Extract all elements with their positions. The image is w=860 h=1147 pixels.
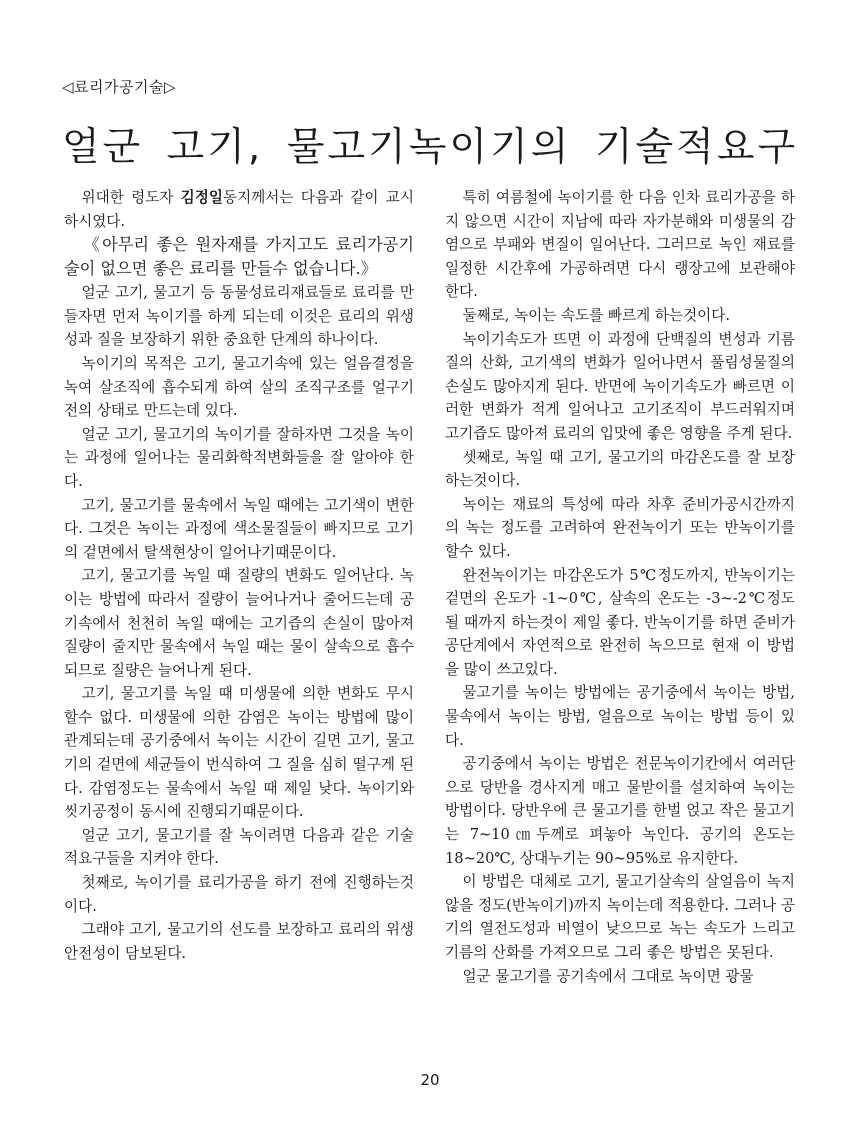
paragraph: 그래야 고기, 물고기의 선도를 보장하고 료리의 위생안전성이 담보된다. — [64, 921, 414, 962]
paragraph: 고기, 물고기를 물속에서 녹일 때에는 고기색이 변한다. 그것은 녹이는 과정에 색소물질들이 빠지므로 고기의 겉면에서 탈색현상이 일어나기때문이다. — [64, 496, 414, 561]
paragraph: 녹이는 재료의 특성에 따라 차후 준비가공시간까지의 녹는 정도를 고려하여 완전녹이기 또는 반녹이기를 할수 있다. — [445, 495, 795, 560]
paragraph: 셋째로, 녹일 때 고기, 물고기의 마감온도를 잘 보장하는것이다. — [445, 448, 795, 490]
paragraph: 완전녹이기는 마감온도가 5℃정도까지, 반녹이기는 겉면의 온도가 -1~0℃, 살속의 온도는 -3~-2℃정도 될 때까지 하는것이 제일 좋다. 반녹이기를 하면 준비가공단계에서 자연적으로 완전히 녹으므로 현재 이 방법을 많이 쓰고있다. — [445, 566, 795, 678]
paragraph: 이 방법은 대체로 고기, 물고기살속의 살얼음이 녹지 않을 정도(반녹이기)까지 녹이는데 적용한다. 그러나 공기의 열전도성과 비열이 낮으므로 녹는 속도가 느리고 기름의 산화를 가져오므로 그리 좋은 방법은 못된다. — [445, 873, 795, 961]
paragraph: 얼군 물고기를 공기속에서 그대로 녹이면 광물 — [462, 967, 754, 985]
paragraph: 공기중에서 녹이는 방법은 전문녹이기칸에서 여러단으로 당반을 경사지게 매고 물받이를 설치하여 녹이는 방법이다. 당반우에 큰 물고기를 한벌 얹고 작은 물고기는 7~10㎝두께로 펴놓아 녹인다. 공기의 온도는 18~20℃, 상대누기는 90~95%로 유지한다. — [445, 755, 795, 867]
page-number: 20 — [420, 1071, 440, 1089]
leader-name: 김정일 — [180, 189, 223, 206]
paragraph — [64, 186, 414, 233]
paragraph: 특히 여름철에 녹이기를 한 다음 인차 료리가공을 하지 않으면 시간이 지남에 따라 자가분해와 미생물의 감염으로 부패와 변질이 일어난다. 그러므로 녹인 재료를 일정한 시간후에 가공하려면 다시 랭장고에 보관해야 한다. — [445, 189, 795, 301]
paragraph: 《아무리 좋은 원자재를 가지고도 료리가공기술이 없으면 좋은 료리를 만들수 없습니다.》 — [64, 235, 414, 279]
left-column — [64, 186, 414, 965]
paragraph: 녹이기속도가 뜨면 이 과정에 단백질의 변성과 기름질의 산화, 고기색의 변화가 일어나면서 풀림성물질의 손실도 많아지게 된다. 반면에 녹이기속도가 빠르면 이러한 변화가 적게 일어나고 고기조직이 부드러워지며 고기즙도 많아져 료리의 입맛에 좋은 영향을 주게 된다. — [445, 330, 795, 442]
paragraph: 녹이기의 목적은 고기, 물고기속에 있는 얼음결정을 녹여 살조직에 흡수되게 하여 살의 조직구조를 얼구기 전의 상태로 만드는데 있다. — [64, 354, 414, 420]
paragraph: 얼군 고기, 물고기를 잘 녹이려면 다음과 같은 기술적요구들을 지켜야 한다. — [64, 826, 414, 868]
paragraph-text: 동지께서는 다음과 같이 교시하시였다. — [64, 189, 414, 230]
paragraph: 얼군 고기, 물고기 등 동물성료리재료들로 료리를 만들자면 먼저 녹이기를 하게 되는데 이것은 료리의 위생성과 질을 보장하기 위한 중요한 단계의 하나이다. — [64, 284, 414, 349]
section-tag: ◁료리가공기술▷ — [62, 78, 177, 96]
article-title: 얼군 고기, 물고기녹이기의 기술적요구 — [61, 125, 799, 170]
paragraph: 첫째로, 녹이기를 료리가공을 하기 전에 진행하는것이다. — [64, 874, 414, 915]
paragraph: 얼군 고기, 물고기의 녹이기를 잘하자면 그것을 녹이는 과정에 일어나는 물리화학적변화들을 잘 알아야 한다. — [64, 425, 414, 490]
right-column — [445, 186, 795, 988]
paragraph-text: 위대한 령도자 — [81, 189, 181, 206]
paragraph: 둘째로, 녹이는 속도를 빠르게 하는것이다. — [462, 306, 731, 324]
paragraph: 물고기를 녹이는 방법에는 공기중에서 녹이는 방법, 물속에서 녹이는 방법, 얼음으로 녹이는 방법 등이 있다. — [445, 684, 795, 749]
paragraph: 고기, 물고기를 녹일 때 질량의 변화도 일어난다. 녹이는 방법에 따라서 질량이 늘어나거나 줄어드는데 공기속에서 천천히 녹일 때에는 고기즙의 손실이 많아져 질량이 줄지만 물속에서 녹일 때는 물이 살속으로 흡수되므로 질량은 늘어나게 된다. — [64, 567, 414, 679]
paragraph: 고기, 물고기를 녹일 때 미생물에 의한 변화도 무시할수 없다. 미생물에 의한 감염은 녹이는 방법에 많이 관계되는데 공기중에서 녹이는 시간이 길면 고기, 물고기의 겉면에 세균들이 번식하여 그 질을 심히 떨구게 된다. 감염정도는 물속에서 녹일 때 제일 낮다. 녹이기와 씻기공정이 동시에 진행되기때문이다. — [64, 685, 414, 821]
